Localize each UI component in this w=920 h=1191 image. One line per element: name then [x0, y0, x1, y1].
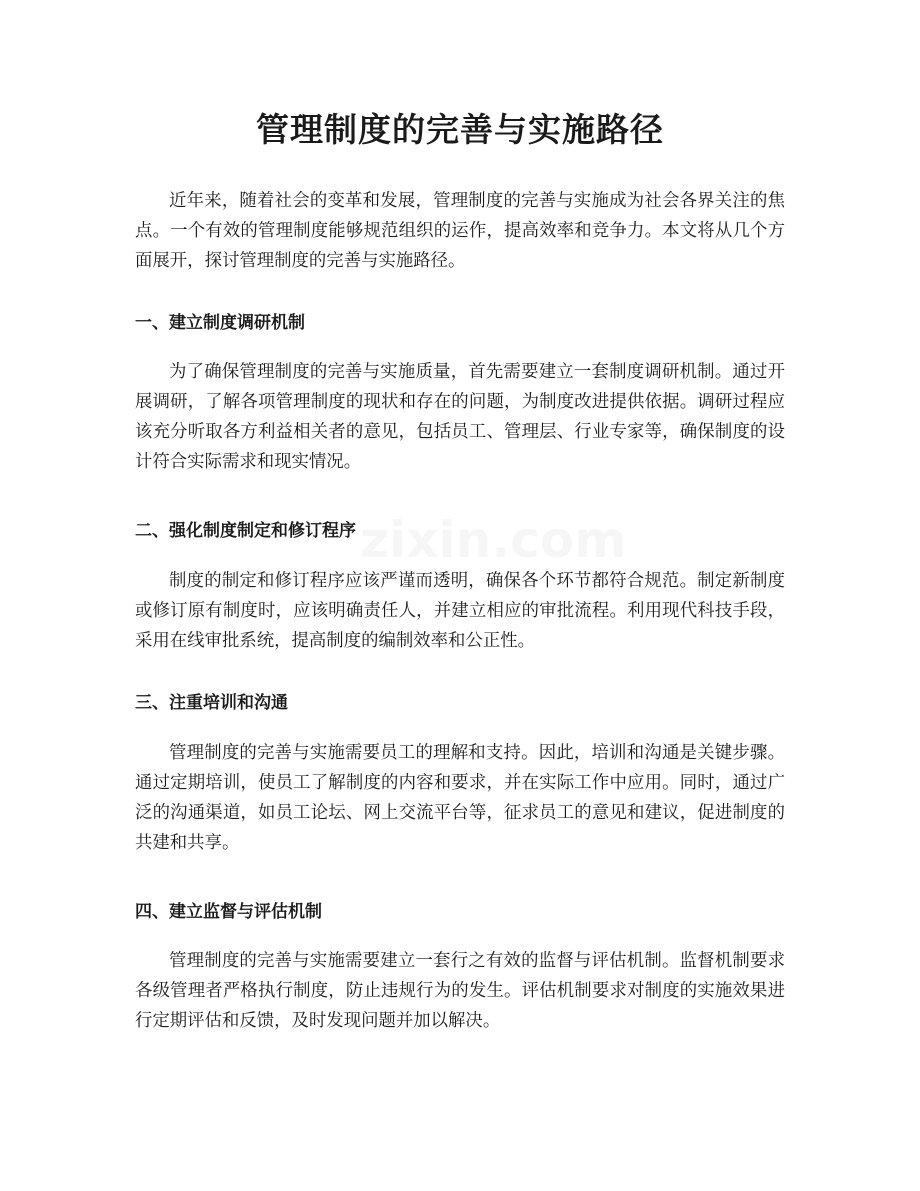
section-1-heading: 一、建立制度调研机制 [135, 313, 305, 333]
section-2-body: 制度的制定和修订程序应该严谨而透明，确保各个环节都符合规范。制定新制度或修订原有制度时，应该明确责任人，并建立相应的审批流程。利用现代科技手段，采用在线审批系统，提高制度的编制效率和公正性。 [135, 571, 785, 651]
section-1-body: 为了确保管理制度的完善与实施质量，首先需要建立一套制度调研机制。通过开展调研，了解各项管理制度的现状和存在的问题，为制度改进提供依据。调研过程应该充分听取各方利益相关者的意见，包括员工、管理层、行业专家等，确保制度的设计符合实际需求和现实情况。 [135, 362, 785, 472]
section-4-heading: 四、建立监督与评估机制 [135, 902, 322, 922]
section-4-body: 管理制度的完善与实施需要建立一套行之有效的监督与评估机制。监督机制要求各级管理者严格执行制度，防止违规行为的发生。评估机制要求对制度的实施效果进行定期评估和反馈，及时发现问题并加以解决。 [135, 951, 785, 1031]
section-3-body: 管理制度的完善与实施需要员工的理解和支持。因此，培训和沟通是关键步骤。通过定期培训，使员工了解制度的内容和要求，并在实际工作中应用。同时，通过广泛的沟通渠道，如员工论坛、网上交流平台等，征求员工的意见和建议，促进制度的共建和共享。 [135, 743, 785, 853]
document-title: 管理制度的完善与实施路径 [256, 110, 664, 149]
section-2-heading: 二、强化制度制定和修订程序 [135, 521, 356, 541]
section-3-heading: 三、注重培训和沟通 [135, 693, 288, 713]
intro-paragraph: 近年来，随着社会的变革和发展，管理制度的完善与实施成为社会各界关注的焦点。一个有效的管理制度能够规范组织的运作，提高效率和竞争力。本文将从几个方面展开，探讨管理制度的完善与实施路径。 [135, 191, 785, 271]
